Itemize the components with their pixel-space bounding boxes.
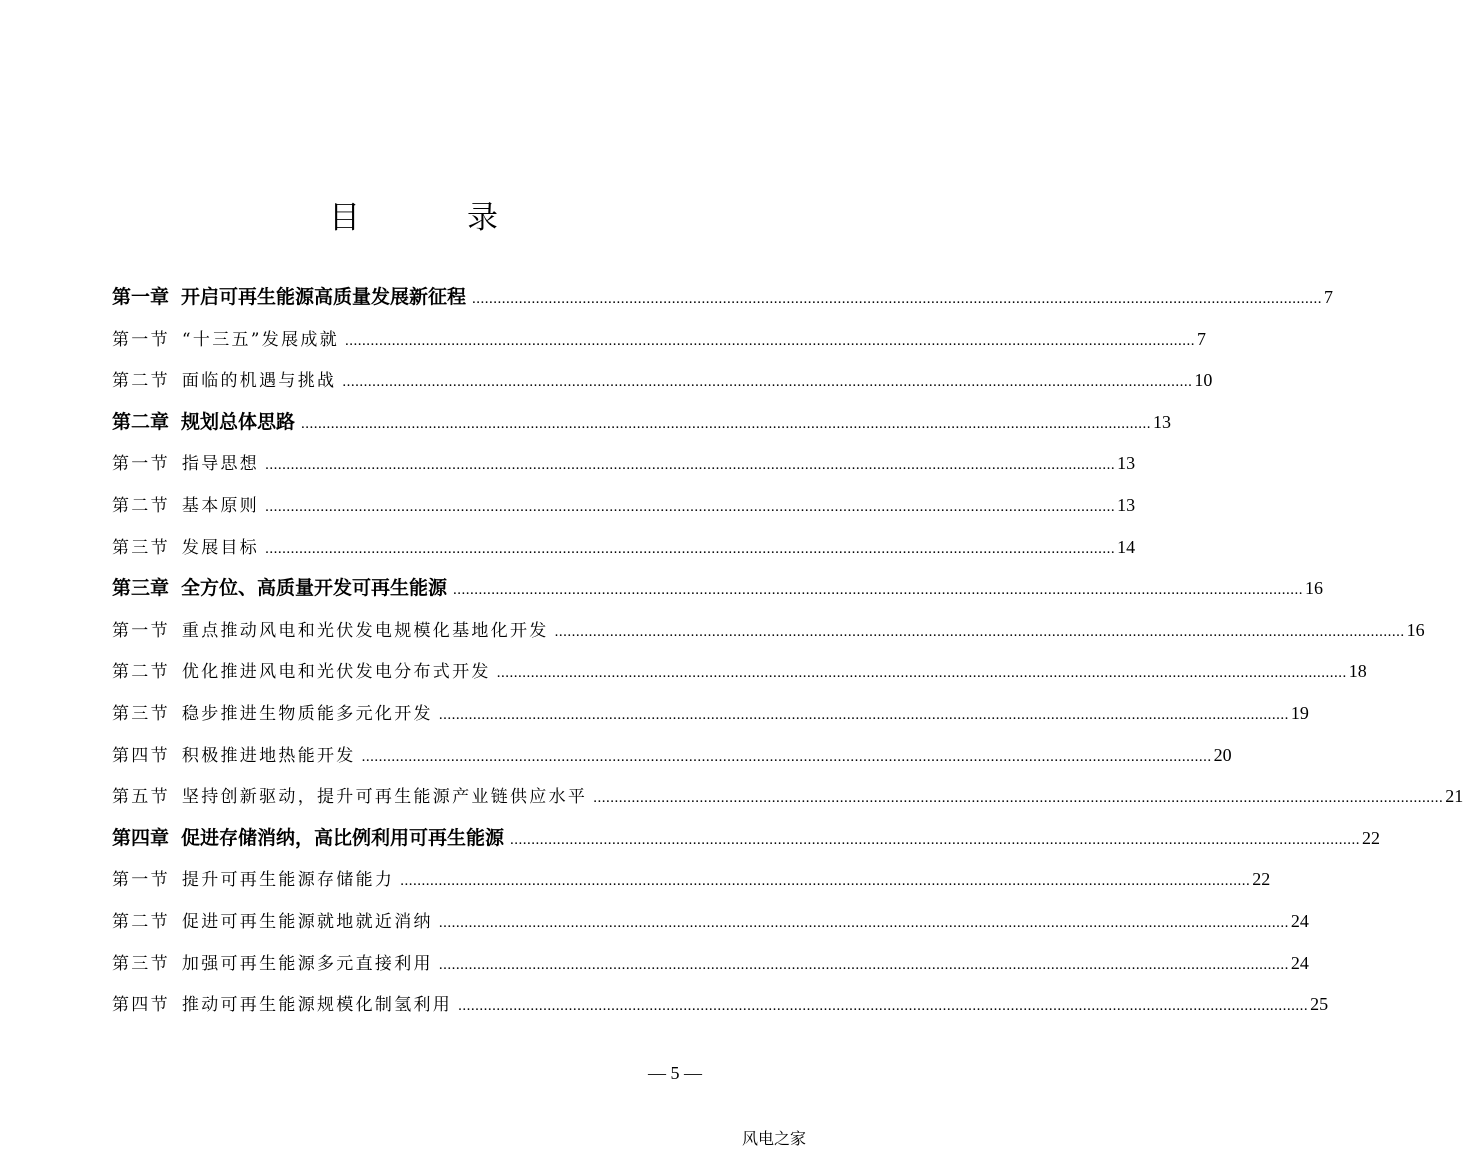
toc-entry-label [112,490,259,522]
toc-dot-leader: ........................................................................................................................................................................................................ [438,706,1289,723]
toc-page-number: 7 [1324,287,1334,307]
toc-page-number: 22 [1252,869,1271,890]
toc-section-entry[interactable] [112,364,1213,406]
toc-page-number: 19 [1290,702,1309,723]
table-of-contents [112,281,1463,1030]
toc-entry-number: 第三节 [112,537,170,558]
toc-dot-leader: ........................................................................................................................................................................................................ [438,914,1289,931]
toc-dot-leader: ........................................................................................................................................................................................................ [438,956,1289,973]
toc-section-entry[interactable] [112,655,1367,697]
toc-entry-label [112,572,447,604]
toc-entry-title: 优化推进风电和光伏发电分布式开发 [181,662,491,683]
toc-page-number: 24 [1290,952,1309,973]
toc-section-entry[interactable] [112,489,1136,531]
toc-entry-title: 稳步推进生物质能多元化开发 [181,703,433,724]
toc-entry-title: 推动可再生能源规模化制氢利用 [181,995,453,1016]
toc-entry-title: 基本原则 [181,495,260,516]
toc-entry-title: 指导思想 [181,454,260,475]
toc-dot-leader: ........................................................................................................................................................................................................ [265,498,1116,515]
toc-entry-number: 第二节 [112,371,170,392]
toc-dot-leader: ........................................................................................................................................................................................................ [593,790,1444,807]
toc-dot-leader: ........................................................................................................................................................................................................ [345,332,1195,349]
toc-section-entry[interactable] [112,697,1309,739]
toc-section-entry[interactable] [112,988,1329,1030]
toc-chapter-entry[interactable] [112,572,1324,614]
toc-section-entry[interactable] [112,780,1463,822]
toc-page-number: 20 [1213,744,1232,765]
toc-entry-number: 第三节 [112,953,170,974]
toc-chapter-entry[interactable] [112,406,1172,448]
toc-entry-title: 规划总体思路 [181,410,296,433]
toc-entry-label [112,365,336,397]
toc-entry-label [112,989,452,1021]
toc-entry-label [112,615,549,647]
toc-entry-number: 第一章 [112,286,170,308]
toc-dot-leader: ........................................................................................................................................................................................................ [265,540,1116,557]
toc-entry-title: 积极推进地热能开发 [181,745,356,766]
toc-entry-title: 促进存储消纳，高比例利用可再生能源 [181,826,505,849]
toc-dot-leader: ........................................................................................................................................................................................................ [453,582,1304,599]
toc-entry-title: 开启可再生能源高质量发展新征程 [181,286,467,308]
toc-page-number: 16 [1406,619,1425,640]
toc-dot-leader: ........................................................................................................................................................................................................ [458,998,1309,1015]
toc-entry-number: 第一节 [112,870,170,891]
toc-page-number: 7 [1197,328,1206,349]
toc-page-number: 13 [1117,453,1136,474]
toc-entry-title: 面临的机遇与挑战 [181,371,337,392]
toc-entry-label [112,740,356,772]
toc-section-entry[interactable] [112,614,1425,656]
toc-entry-label [112,448,259,480]
toc-section-entry[interactable] [112,905,1309,947]
toc-dot-leader: ........................................................................................................................................................................................................ [265,457,1116,474]
toc-entry-number: 第四章 [112,826,170,849]
toc-entry-title: “十三五”发展成就 [181,329,339,350]
toc-entry-number: 第五节 [112,787,170,808]
toc-page-number: 18 [1348,661,1367,682]
toc-page-number: 13 [1117,494,1136,515]
toc-entry-number: 第一节 [112,329,170,350]
toc-entry-label [112,822,504,854]
toc-entry-title: 提升可再生能源存储能力 [181,870,395,891]
toc-entry-title: 发展目标 [181,537,260,558]
toc-entry-label [112,864,394,896]
toc-page-number: 13 [1153,411,1172,432]
toc-section-entry[interactable] [112,323,1206,365]
toc-section-entry[interactable] [112,531,1136,573]
toc-entry-number: 第四节 [112,995,170,1016]
toc-entry-number: 第一节 [112,454,170,475]
toc-dot-leader: ........................................................................................................................................................................................................ [496,665,1347,682]
toc-page-number: 21 [1445,786,1463,807]
toc-entry-label [112,656,491,688]
toc-entry-number: 第三节 [112,703,170,724]
toc-entry-label [112,698,433,730]
toc-dot-leader: ........................................................................................................................................................................................................ [554,623,1405,640]
toc-dot-leader: ........................................................................................................................................................................................................ [400,873,1251,890]
toc-entry-title: 加强可再生能源多元直接利用 [181,953,433,974]
toc-section-entry[interactable] [112,863,1271,905]
toc-entry-label [112,948,433,980]
toc-page-number: 16 [1305,578,1324,599]
toc-page-number: 10 [1194,370,1213,391]
toc-section-entry[interactable] [112,947,1309,989]
toc-entry-title: 坚持创新驱动，提升可再生能源产业链供应水平 [181,787,588,808]
toc-entry-label [112,324,339,356]
page-number: — 5 — [648,1063,702,1083]
toc-entry-number: 第二节 [112,911,170,932]
toc-entry-number: 第四节 [112,745,170,766]
toc-dot-leader: ........................................................................................................................................................................................................ [510,831,1361,848]
toc-dot-leader: ........................................................................................................................................................................................................ [472,291,1323,307]
toc-section-entry[interactable] [112,447,1136,489]
toc-entry-title: 重点推动风电和光伏发电规模化基地化开发 [181,620,549,641]
toc-entry-title: 促进可再生能源就地就近消纳 [181,911,433,932]
toc-entry-number: 第二章 [112,410,170,433]
toc-page-number: 22 [1362,827,1381,848]
toc-dot-leader: ........................................................................................................................................................................................................ [301,415,1152,432]
toc-page-number: 25 [1310,994,1329,1015]
watermark-text: 风电之家 [742,1129,807,1148]
toc-dot-leader: ........................................................................................................................................................................................................ [361,748,1212,765]
toc-entry-label [112,906,433,938]
toc-entry-number: 第二节 [112,495,170,516]
toc-dot-leader: ........................................................................................................................................................................................................ [342,374,1193,391]
toc-entry-title: 全方位、高质量开发可再生能源 [181,577,448,600]
toc-entry-label [112,406,295,438]
toc-heading: 目 录 [329,200,536,236]
toc-chapter-entry[interactable] [112,822,1381,864]
toc-entry-number: 第一节 [112,620,170,641]
toc-entry-label [112,281,466,313]
toc-entry-label [112,532,259,564]
toc-entry-label [112,781,587,813]
toc-section-entry[interactable] [112,739,1232,781]
toc-chapter-entry[interactable] [112,281,1334,323]
toc-entry-number: 第二节 [112,662,170,683]
toc-page-number: 24 [1290,910,1309,931]
toc-page-number: 14 [1117,536,1136,557]
toc-entry-number: 第三章 [112,577,170,600]
